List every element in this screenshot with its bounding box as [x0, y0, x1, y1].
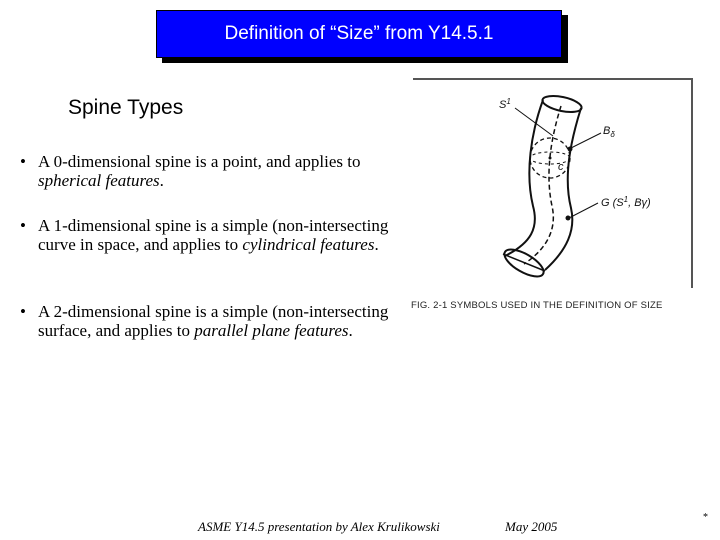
- label-g: G ($S^1$, Bγ): [601, 195, 651, 209]
- figure-caption: FIG. 2-1 SYMBOLS USED IN THE DEFINITION OF SIZE: [411, 300, 663, 311]
- bullet-emphasis: parallel plane features: [194, 321, 349, 340]
- bullet-marker: •: [20, 302, 26, 321]
- bullet-end: .: [374, 235, 379, 254]
- footer-date: May 2005: [505, 519, 558, 534]
- tube-outline-right: [545, 108, 581, 270]
- bullet-emphasis: spherical features: [38, 171, 160, 190]
- bullet-text: A 0-dimensional spine is a point, and applies to: [38, 152, 361, 171]
- slide-title: Definition of “Size” from Y14.5.1: [224, 23, 494, 44]
- bullet-1d-spine: [20, 216, 390, 254]
- slide-title-box: [156, 10, 562, 58]
- tube-outline-left: [505, 100, 543, 256]
- label-b: $B_\delta$: [603, 125, 615, 139]
- bullet-text: A 1-dimensional spine is a simple (non-intersecting curve in space, and applies to: [38, 216, 389, 254]
- corner-mark: *: [703, 512, 708, 523]
- bullet-emphasis: cylindrical features: [242, 235, 375, 254]
- label-c: c: [558, 161, 564, 173]
- bullet-end: .: [159, 171, 164, 190]
- footer-presenter: ASME Y14.5 presentation by Alex Krulikowski: [198, 519, 440, 534]
- bullet-end: .: [348, 321, 353, 340]
- bullet-text: A 2-dimensional spine is a simple (non-intersecting surface, and applies to: [38, 302, 389, 340]
- point-g: [566, 216, 571, 221]
- bullet-marker: •: [20, 216, 26, 235]
- leader-b: [571, 133, 601, 148]
- spine-figure: [413, 78, 693, 288]
- point-b: [568, 147, 573, 152]
- point-center: [549, 157, 552, 160]
- label-s1: $S^1$: [499, 97, 511, 111]
- bullet-0d-spine: [20, 152, 390, 190]
- bullet-2d-spine: [20, 302, 390, 340]
- bullet-marker: •: [20, 152, 26, 171]
- leader-g: [569, 203, 598, 218]
- top-cap: [541, 93, 583, 115]
- section-heading: Spine Types: [68, 96, 184, 119]
